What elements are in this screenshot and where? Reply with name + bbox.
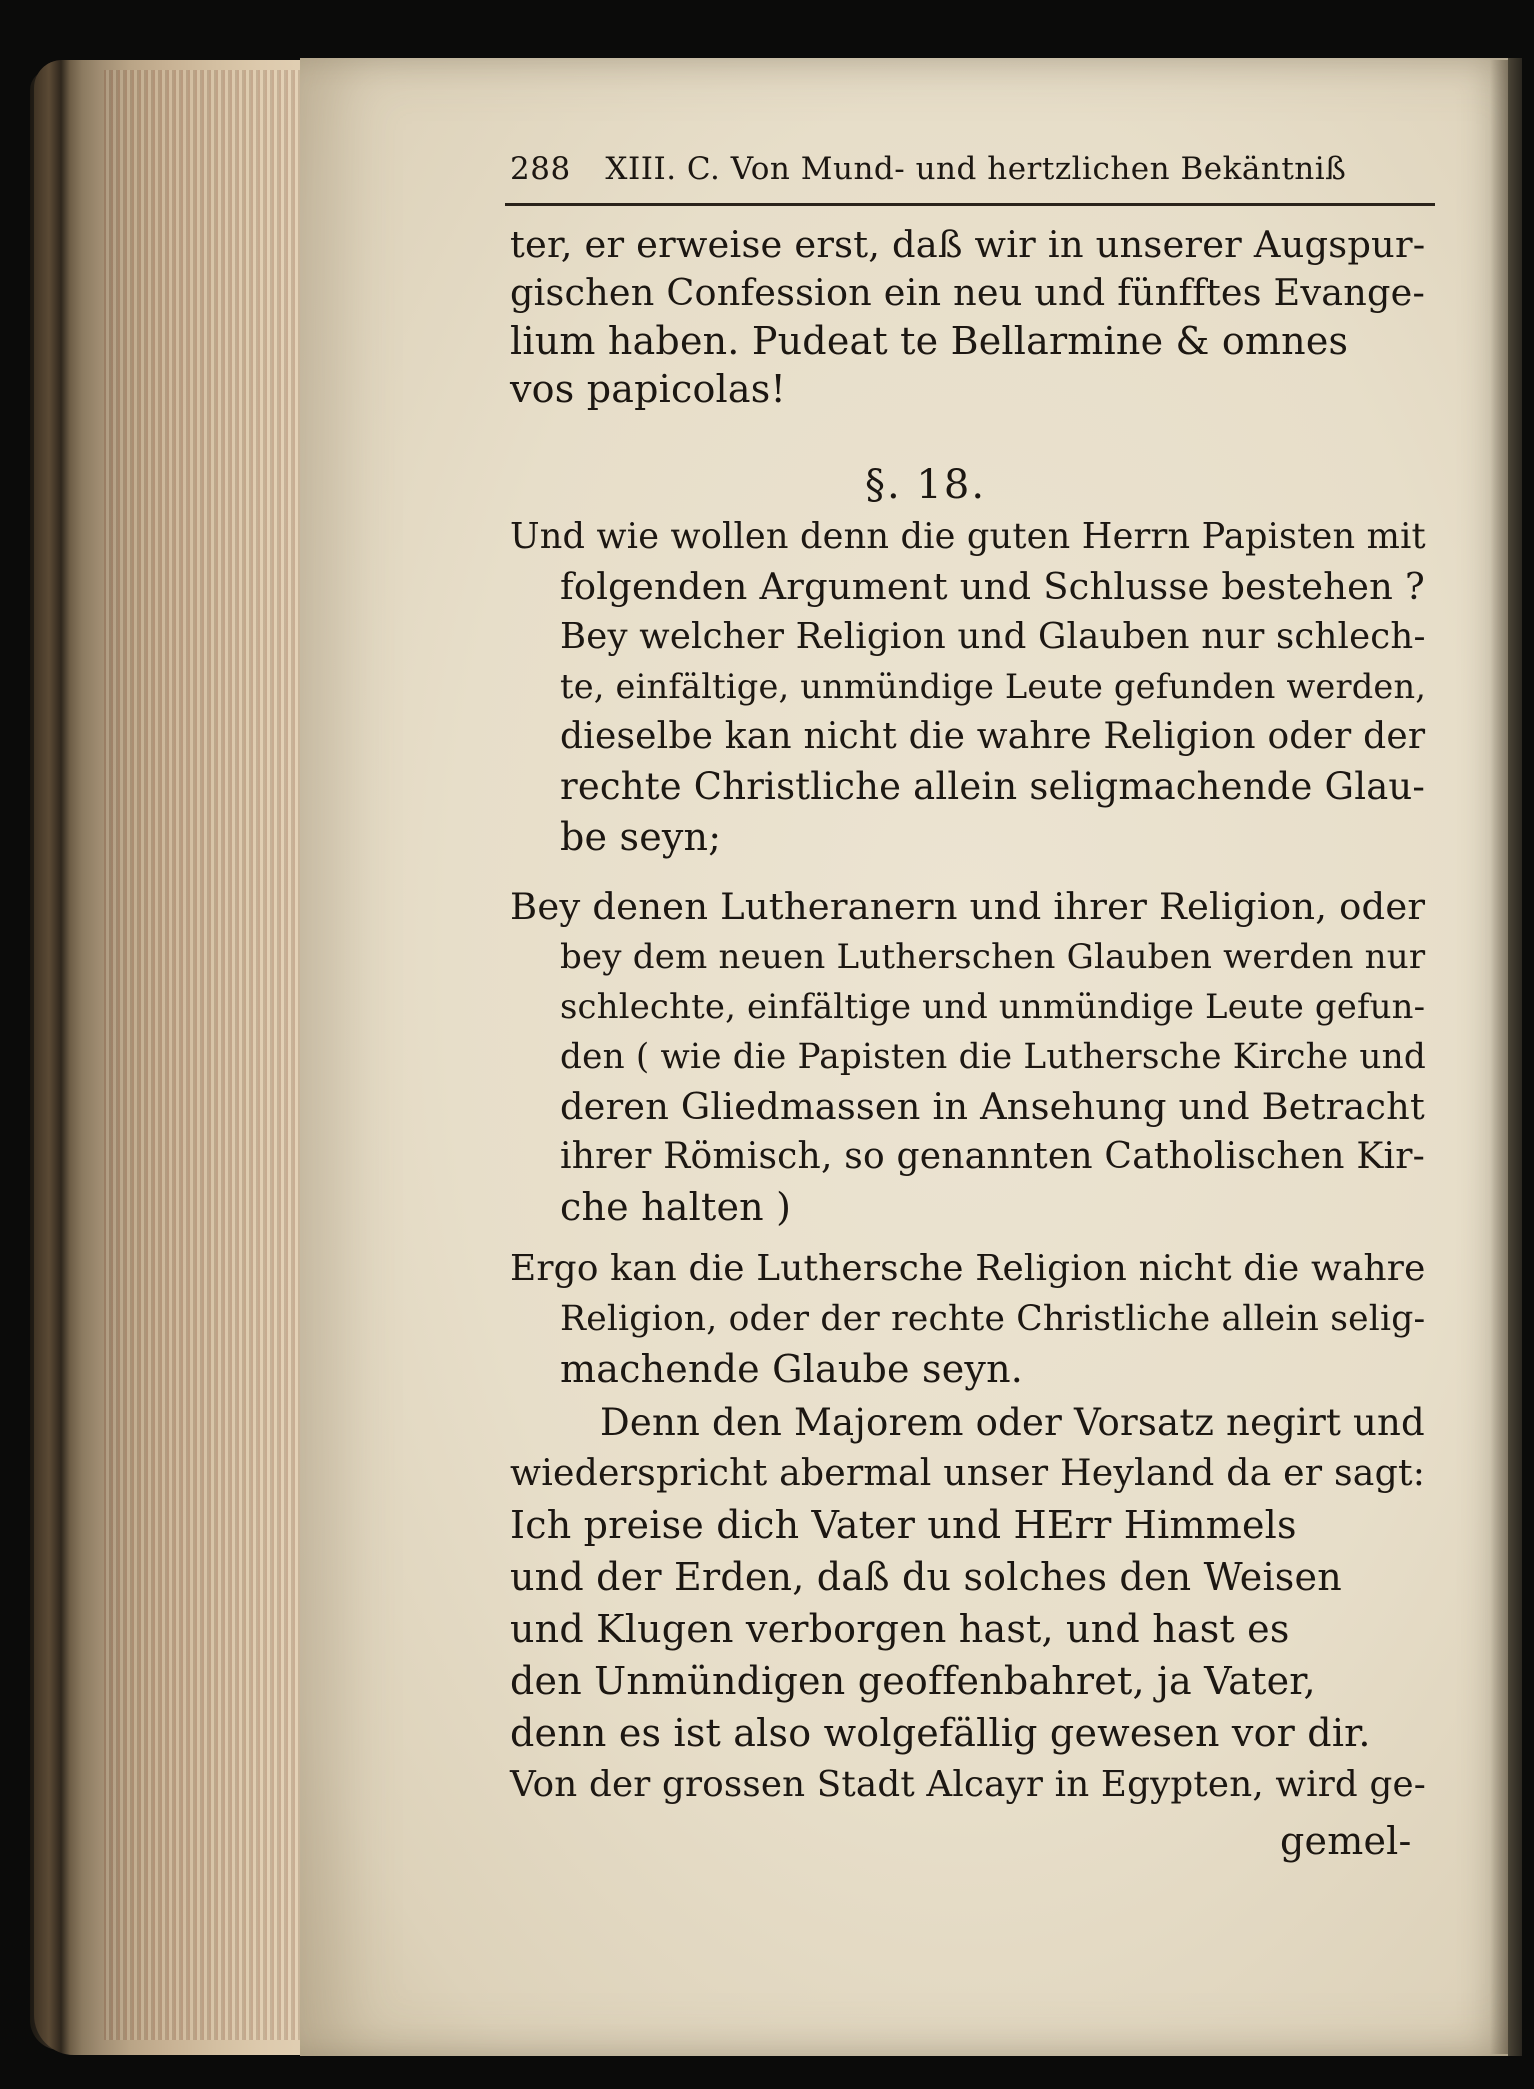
header-rule [505,203,1435,206]
text-line: lium haben. Pudeat te Bellarmine & omnes [510,319,1349,363]
text-line: Ergo kan die Luthersche Religion nicht die wahre [510,1248,1426,1289]
text-line: Bey welcher Religion und Glauben nur schlech- [560,616,1426,657]
text-line: Ich preise dich Vater und HErr Himmels [510,1503,1297,1547]
text-line: ter, er erweise erst, daß wir in unserer Augspur- [510,223,1426,266]
page-number: 288 [510,151,571,187]
text-line: gischen Confession ein neu und fünfftes Evange- [510,271,1426,314]
text-line: den ( wie die Papisten die Luthersche Kirche und [560,1037,1427,1077]
text-line: ihrer Römisch, so genannten Catholischen Kir- [560,1136,1426,1177]
text-line: bey dem neuen Lutherschen Glauben werden nur [560,937,1426,977]
running-header [510,146,1346,192]
text-line: te, einfältige, unmündige Leute gefunden werden, [560,667,1427,706]
text-line: dieselbe kan nicht die wahre Religion oder der [560,716,1426,757]
text-line: wiederspricht abermal unser Heyland da er sagt: [510,1451,1426,1494]
text-line: Religion, oder der rechte Christliche allein selig- [560,1299,1426,1339]
text-line: che halten ) [560,1185,792,1229]
catchword: gemel- [1280,1819,1412,1863]
text-line: denn es ist also wolgefällig gewesen vor dir. [510,1711,1371,1755]
text-line: Bey denen Lutheranern und ihrer Religion, oder [510,885,1426,928]
running-title: XIII. C. Von Mund- und hertzlichen Bekäntniß [605,151,1347,187]
text-line: Denn den Majorem oder Vorsatz negirt und [600,1401,1425,1444]
text-line: rechte Christliche allein seligmachende Glau- [560,765,1426,808]
text-line: vos papicolas! [510,367,786,411]
text-line: Von der grossen Stadt Alcayr in Egypten, wird ge- [510,1764,1426,1805]
text-line: deren Gliedmassen in Ansehung und Betracht [560,1085,1425,1128]
section-heading: §. 18. [865,462,987,508]
text-line: be seyn; [560,815,722,859]
text-line: folgenden Argument und Schlusse bestehen ? [560,565,1425,608]
text-line: den Unmündigen geoffenbahret, ja Vater, [510,1659,1316,1703]
text-line: machende Glaube seyn. [560,1347,1024,1391]
text-line: und Klugen verborgen hast, und hast es [510,1607,1290,1651]
text-line: Und wie wollen denn die guten Herrn Papisten mit [510,516,1426,557]
text-line: und der Erden, daß du solches den Weisen [510,1555,1342,1599]
text-line: schlechte, einfältige und unmündige Leute gefun- [560,987,1426,1026]
